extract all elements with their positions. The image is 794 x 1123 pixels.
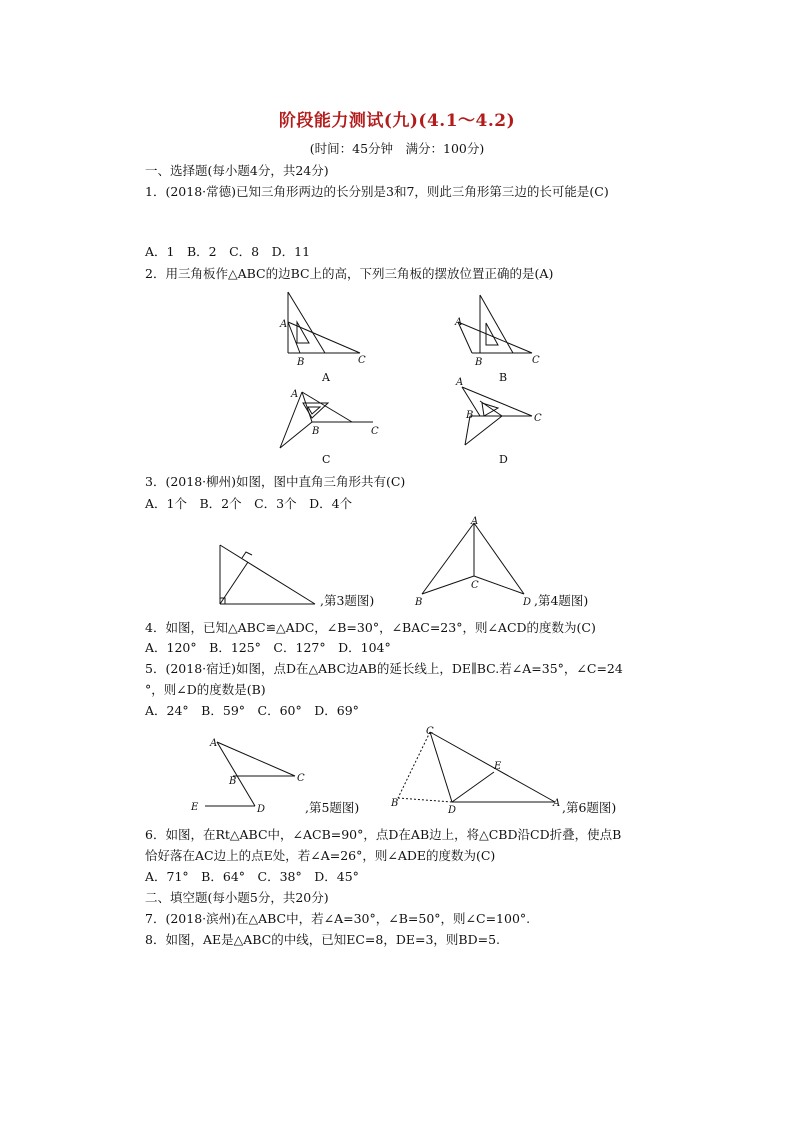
section-fill-heading: 二、填空题(每小题5分，共20分)	[145, 890, 329, 905]
q4-options: A．120° B．125° C．127° D．104°	[145, 640, 391, 655]
q6-stem-line2: 恰好落在AC边上的点E处，若∠A=26°，则∠ADE的度数为(C)	[145, 848, 496, 863]
q5-figure	[185, 732, 310, 817]
fig-c-label-c: C	[371, 426, 379, 437]
q6-label-a: A	[553, 798, 561, 809]
q6-fig-caption: ,第6题图)	[562, 800, 617, 815]
q5-fig-caption: ,第5题图)	[305, 800, 360, 815]
fig-d-label-c: C	[534, 413, 542, 424]
fig-b-label-b: B	[475, 357, 483, 368]
q5-label-c: C	[297, 773, 305, 784]
q2-figure-c	[280, 389, 379, 448]
q8-stem: 8．如图，AE是△ABC的中线，已知EC=8，DE=3，则BD=5.	[145, 932, 501, 947]
q5-label-d: D	[257, 804, 266, 815]
q2-stem: 2．用三角板作△ABC的边BC上的高，下列三角板的摆放位置正确的是(A)	[145, 266, 554, 281]
fig-c-label-b: B	[312, 426, 320, 437]
q3-stem: 3．(2018·柳州)如图，图中直角三角形共有(C)	[145, 474, 406, 489]
q6-label-c: C	[426, 726, 434, 737]
q1-stem: 1．(2018·常德)已知三角形两边的长分别是3和7，则此三角形第三边的长可能是(C)	[145, 184, 609, 199]
fig-b-label-c: C	[532, 355, 540, 366]
fig-d-label-a: A	[456, 377, 464, 388]
q5-options: A．24° B．59° C．60° D．69°	[145, 703, 359, 718]
q3-fig-caption: ,第3题图)	[320, 593, 375, 608]
q2-fig-b-caption: B	[499, 371, 508, 384]
q4-fig-caption: ,第4题图)	[534, 593, 589, 608]
page-title: 阶段能力测试(九)(4.1～4.2)	[278, 111, 516, 131]
section-choice-heading: 一、选择题(每小题4分，共24分)	[145, 163, 329, 178]
q2-fig-a-caption: A	[322, 371, 330, 384]
fig-a-label-c: C	[358, 355, 366, 366]
q6-label-b: B	[391, 798, 399, 809]
fig-b-label-a: A	[455, 317, 463, 328]
q2-fig-c-caption: C	[322, 453, 331, 466]
q6-label-e: E	[494, 761, 502, 772]
q5-label-a: A	[210, 738, 218, 749]
fig-d-label-b: B	[466, 410, 474, 421]
q6-options: A．71° B．64° C．38° D．45°	[145, 869, 359, 884]
q3-figure	[210, 540, 325, 610]
q1-options: A．1 B．2 C．8 D．11	[145, 244, 311, 259]
q5-label-b: B	[229, 776, 237, 787]
q4-figure	[410, 515, 545, 610]
q6-stem-line1: 6．如图，在Rt△ABC中，∠ACB=90°，点D在AB边上，将△CBD沿CD折叠，使点B	[145, 827, 622, 842]
fig-c-label-a: A	[291, 389, 299, 400]
q6-figure	[390, 722, 570, 814]
q5-label-e: E	[191, 802, 199, 813]
q4-label-d: D	[523, 597, 532, 608]
fig-a-label-a: A	[280, 319, 288, 330]
q2-figures	[270, 285, 560, 470]
exam-subtitle: (时间：45分钟 满分：100分)	[309, 141, 485, 156]
q5-stem-line1: 5．(2018·宿迁)如图，点D在△ABC边AB的延长线上，DE∥BC.若∠A=35°，∠C=24	[145, 661, 623, 676]
q2-figure-a	[279, 292, 366, 368]
q3-options: A．1个 B．2个 C．3个 D．4个	[145, 496, 353, 511]
q2-fig-d-caption: D	[499, 453, 508, 466]
q6-label-d: D	[448, 805, 457, 814]
q7-stem: 7．(2018·滨州)在△ABC中，若∠A=30°，∠B=50°，则∠C=100°.	[145, 911, 531, 926]
fig-a-label-b: B	[297, 357, 305, 368]
q4-label-a: A	[471, 516, 479, 527]
q4-label-b: B	[415, 597, 423, 608]
q4-label-c: C	[471, 580, 479, 591]
q2-figure-d	[455, 377, 542, 445]
q2-figure-b	[454, 295, 540, 368]
q4-stem: 4．如图，已知△ABC≌△ADC，∠B=30°，∠BAC=23°，则∠ACD的度数为(C)	[145, 620, 596, 635]
q5-stem-line2: °，则∠D的度数是(B)	[145, 682, 266, 697]
